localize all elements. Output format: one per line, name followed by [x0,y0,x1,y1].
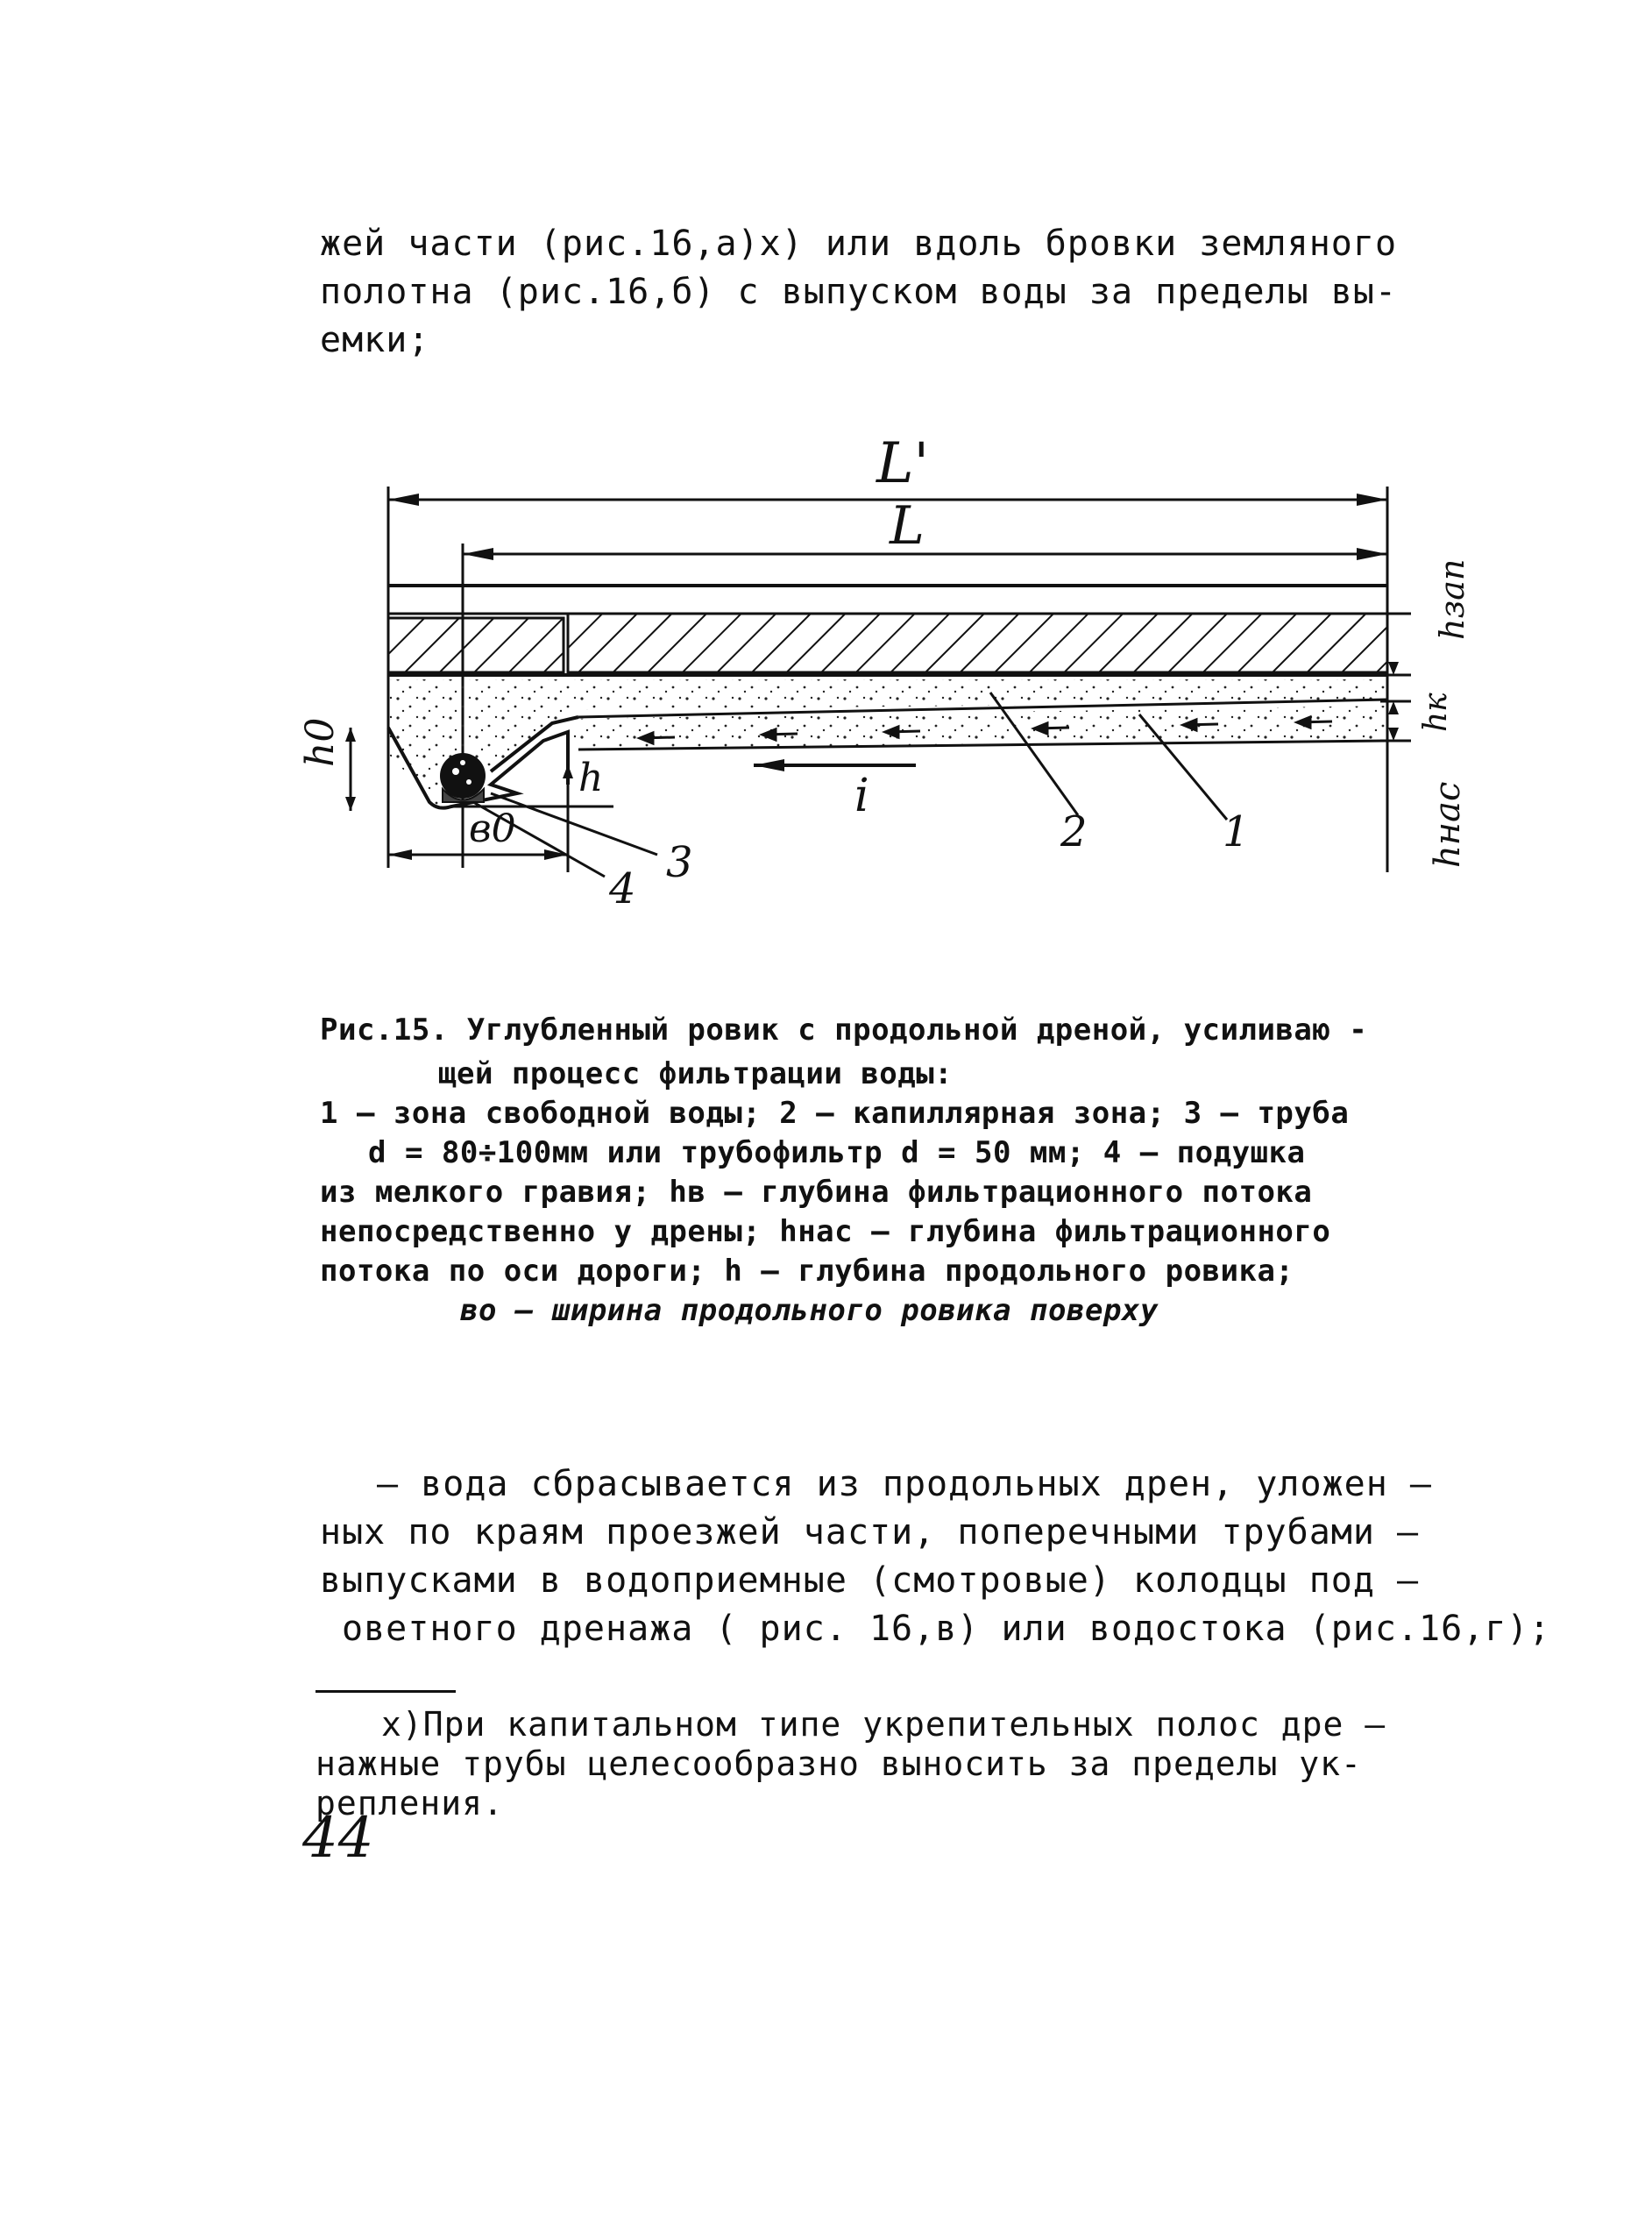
label-1: 1 [1223,807,1250,856]
figure-caption-line-1: Рис.15. Углубленный ровик с продольной дреной, усиливаю - [320,1012,1368,1048]
footnote-line-1: x)При капитальном типе укрепительных полос дре – [381,1705,1386,1744]
figure-caption-line-8: во – ширина продольного ровика поверху [460,1293,1159,1328]
label-L: L [890,495,925,557]
arrow-up-icon [1388,701,1399,714]
label-h: h [578,756,604,800]
text-line-3: емки; [320,320,430,360]
drain-pipe [440,753,486,799]
figure-caption-line-5: из мелкого гравия; hв – глубина фильтрационного потока [320,1175,1313,1210]
arrow-down-icon [1388,728,1399,741]
footnote-divider [316,1690,456,1693]
arrow-up-icon [563,764,573,778]
body-text-line-4: оветного дренажа ( рис. 16,в) или водостока (рис.16,г); [342,1609,1551,1649]
arrow-left-icon [388,494,419,506]
body-text-line-2: ных по краям проезжей части, поперечными трубами – [320,1512,1420,1552]
figure-caption-line-7: потока по оси дороги; h – глубина продольного ровика; [320,1254,1294,1289]
label-2: 2 [1060,807,1088,856]
label-h-nas: hнас [1428,781,1468,868]
arrow-left-icon [463,548,493,560]
figure-caption-line-3: 1 – зона свободной воды; 2 – капиллярная зона; 3 – труба [320,1096,1350,1131]
arrow-right-icon [1357,494,1387,506]
body-text-line-3: выпусками в водоприемные (смотровые) колодцы под – [320,1560,1420,1601]
arrow-up-icon [345,728,356,742]
figure-caption-line-4: d = 80÷100мм или трубофильтр d = 50 мм; 4 – подушка [368,1135,1306,1170]
label-i: i [854,770,869,822]
label-L-prime: L' [876,431,930,496]
label-h0: h0 [298,717,343,767]
body-text-line-1: – вода сбрасывается из продольных дрен, уложен – [377,1464,1432,1504]
arrow-left-icon [754,759,784,771]
pavement-layer [388,618,564,672]
label-4: 4 [609,864,636,913]
arrow-left-icon [388,849,412,860]
arrow-right-icon [1357,548,1387,560]
arrow-down-icon [345,797,356,811]
label-3: 3 [666,838,693,887]
figure-caption-line-6: непосредственно у дрены; hнас – глубина фильтрационного [320,1214,1331,1249]
arrow-down-icon [1388,662,1399,675]
label-h-k: hк [1418,693,1454,732]
text-line-2: полотна (рис.16,б) с выпуском воды за пределы вы- [320,272,1398,312]
page-number: 44 [302,1806,374,1871]
label-h-zan: hзап [1433,558,1471,640]
figure-caption-line-2: щей процесс фильтрации воды: [438,1056,954,1091]
text-line-1: жей части (рис.16,а)x) или вдоль бровки земляного [320,224,1398,264]
pavement-layer [568,614,1387,672]
footnote-line-3: репления. [316,1784,504,1822]
drainage-cross-section-figure [0,0,1652,964]
label-b0: в0 [469,806,516,851]
footnote-line-2: нажные трубы целесообразно выносить за пределы ук- [316,1744,1362,1783]
